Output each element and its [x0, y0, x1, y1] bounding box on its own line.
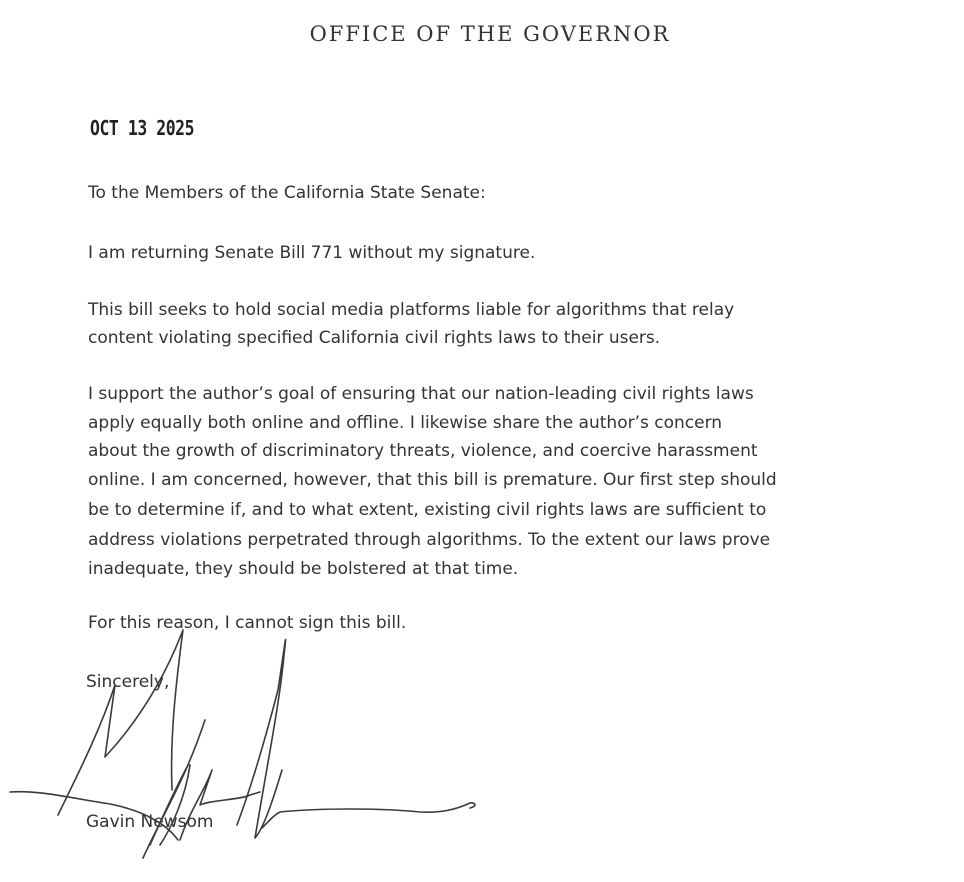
paragraph-line: I support the author’s goal of ensuring that our nation-leading civil rights laws: [88, 384, 754, 404]
signer-name: Gavin Newsom: [86, 812, 214, 832]
closing: Sincerely,: [86, 672, 170, 692]
date-stamp: OCT 13 2025: [90, 116, 195, 140]
paragraph-line: content violating specified California civil rights laws to their users.: [88, 328, 661, 348]
salutation: To the Members of the California State Senate:: [88, 183, 486, 203]
letterhead-title: OFFICE OF THE GOVERNOR: [309, 22, 671, 46]
paragraph-line: about the growth of discriminatory threats, violence, and coercive harassment: [88, 441, 758, 461]
paragraph-line: I am returning Senate Bill 771 without my signature.: [88, 243, 536, 263]
paragraph-line: inadequate, they should be bolstered at that time.: [88, 559, 519, 579]
paragraph-line: be to determine if, and to what extent, existing civil rights laws are sufficient to: [88, 500, 767, 520]
paragraph-line: apply equally both online and offline. I likewise share the author’s concern: [88, 413, 723, 433]
paragraph-line: For this reason, I cannot sign this bill.: [88, 613, 407, 633]
paragraph-line: online. I am concerned, however, that this bill is premature. Our first step should: [88, 470, 777, 490]
paragraph-line: This bill seeks to hold social media platforms liable for algorithms that relay: [88, 300, 735, 320]
paragraph-line: address violations perpetrated through algorithms. To the extent our laws prove: [88, 530, 771, 550]
